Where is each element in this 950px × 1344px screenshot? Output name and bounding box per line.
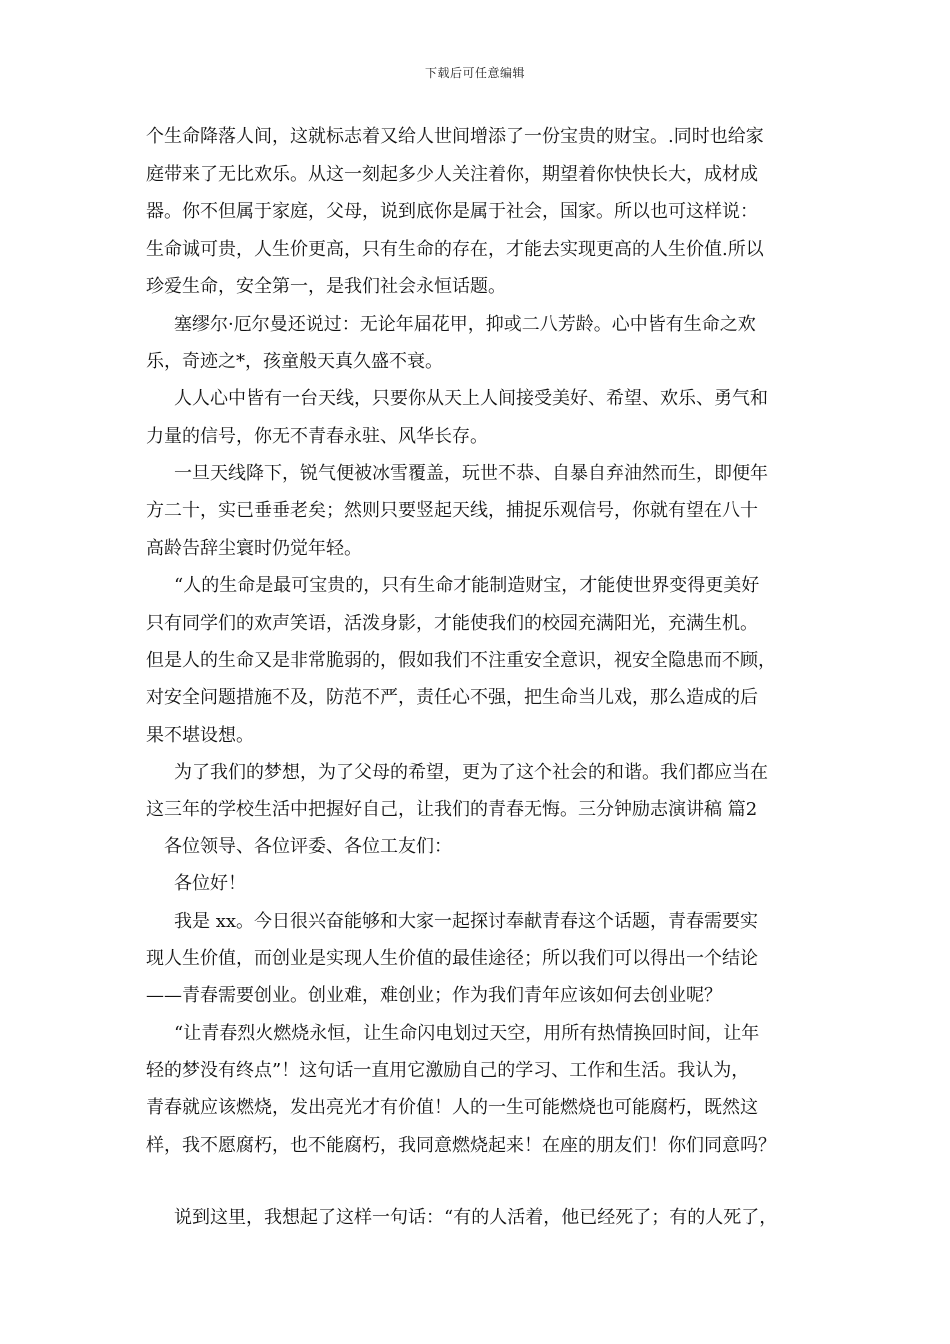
page-header: 下载后可任意编辑 (424, 66, 525, 80)
body-line: 各位好！ (174, 873, 246, 894)
body-line: 器。你不但属于家庭，父母，说到底你是属于社会，国家。所以也可这样说： (146, 201, 758, 222)
body-line: 轻的梦没有终点”！这句话一直用它激励自己的学习、工作和生活。我认为， (146, 1060, 750, 1081)
body-line: 庭带来了无比欢乐。从这一刻起多少人关注着你，期望着你快快长大，成材成 (146, 164, 758, 185)
body-line: 只有同学们的欢声笑语，活泼身影，才能使我们的校园充满阳光，充满生机。 (146, 613, 758, 634)
body-line: 这三年的学校生活中把握好自己，让我们的青春无悔。三分钟励志演讲稿 篇2 (146, 799, 758, 820)
body-line: 青春就应该燃烧，发出亮光才有价值！人的一生可能燃烧也可能腐朽，既然这 (146, 1097, 758, 1118)
body-line: 对安全问题措施不及，防范不严，责任心不强，把生命当儿戏，那么造成的后 (146, 687, 758, 708)
body-line: 现人生价值，而创业是实现人生价值的最佳途径；所以我们可以得出一个结论 (146, 948, 758, 969)
body-line: 为了我们的梦想，为了父母的希望，更为了这个社会的和谐。我们都应当在 (174, 762, 768, 783)
body-line: 乐，奇迹之*，孩童般天真久盛不衰。 (146, 351, 443, 372)
body-line: 一旦天线降下，锐气便被冰雪覆盖，玩世不恭、自暴自弃油然而生，即便年 (174, 463, 768, 484)
body-line: 果不堪设想。 (146, 725, 254, 746)
body-line: 但是人的生命又是非常脆弱的，假如我们不注重安全意识，视安全隐患而不顾， (146, 650, 776, 671)
body-line: 塞缪尔·厄尔曼还说过：无论年届花甲，抑或二八芳龄。心中皆有生命之欢 (174, 314, 756, 335)
body-line: “人的生命是最可宝贵的，只有生命才能制造财宝，才能使世界变得更美好 (174, 575, 760, 596)
body-line: 生命诚可贵，人生价更高，只有生命的存在，才能去实现更高的人生价值.所以 (146, 239, 764, 260)
body-line: “让青春烈火燃烧永恒，让生命闪电划过天空，用所有热情换回时间，让年 (174, 1023, 760, 1044)
body-line: 高龄告辞尘寰时仍觉年轻。 (146, 538, 362, 559)
body-line: 个生命降落人间，这就标志着又给人世间增添了一份宝贵的财宝。.同时也给家 (146, 126, 764, 147)
body-line: 珍爱生命，安全第一，是我们社会永恒话题。 (146, 276, 506, 297)
body-line: 力量的信号，你无不青春永驻、风华长存。 (146, 426, 488, 447)
body-line: 说到这里，我想起了这样一句话：“有的人活着，他已经死了；有的人死了， (174, 1207, 778, 1228)
body-line: 方二十，实已垂垂老矣；然则只要竖起天线，捕捉乐观信号，你就有望在八十 (146, 500, 758, 521)
body-line: 样，我不愿腐朽，也不能腐朽，我同意燃烧起来！在座的朋友们！你们同意吗？ (146, 1135, 776, 1156)
body-line: 各位领导、各位评委、各位工友们： (164, 836, 452, 857)
body-line: ——青春需要创业。创业难，难创业；作为我们青年应该如何去创业呢？ (146, 985, 722, 1006)
body-line: 人人心中皆有一台天线，只要你从天上人间接受美好、希望、欢乐、勇气和 (174, 388, 768, 409)
body-line: 我是 xx。今日很兴奋能够和大家一起探讨奉献青春这个话题，青春需要实 (174, 911, 759, 932)
